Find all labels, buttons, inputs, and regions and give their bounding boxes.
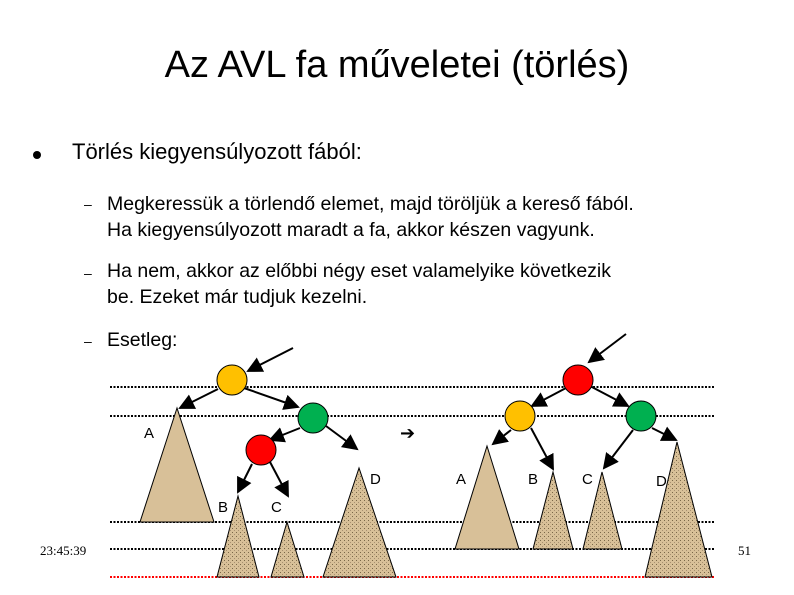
- dash-marker: –: [84, 265, 92, 281]
- subtree-label-a: A: [456, 471, 467, 488]
- page-number: 51: [738, 543, 751, 558]
- tree-edge: [532, 388, 566, 406]
- tree-edge: [590, 386, 628, 406]
- subtree-b-triangle: [533, 472, 573, 549]
- node-red: [246, 435, 276, 465]
- subtree-label-d: D: [370, 471, 381, 488]
- level-guide-lines: [110, 387, 715, 549]
- subtree-label-c: C: [271, 499, 282, 516]
- slide-title: Az AVL fa műveletei (törlés): [164, 44, 630, 86]
- node-yellow: [217, 365, 247, 395]
- subtree-label-a: A: [144, 425, 155, 442]
- bullet-main: Törlés kiegyensúlyozott fából:: [72, 139, 362, 164]
- incoming-pointer: [248, 348, 293, 371]
- tree-edge: [493, 430, 511, 444]
- node-green: [298, 403, 328, 433]
- dash-marker: –: [84, 196, 92, 212]
- subtree-label-b: B: [218, 499, 229, 516]
- subtree-d-triangle: [323, 468, 396, 577]
- tree-edge: [270, 462, 288, 496]
- tree-edge: [238, 464, 252, 492]
- footer-time: 23:45:39: [40, 543, 87, 558]
- node-green: [626, 401, 656, 431]
- incoming-pointer: [589, 334, 626, 362]
- transform-arrow-icon: ➔: [400, 423, 416, 444]
- tree-edge: [604, 430, 633, 468]
- sub-bullet-1-line1: Megkeressük a törlendő elemet, majd töröljük a kereső fából.: [107, 193, 634, 215]
- tree-edge: [270, 428, 300, 440]
- dash-marker: –: [84, 333, 92, 349]
- sub-bullet-2-line2: be. Ezeket már tudjuk kezelni.: [107, 286, 368, 308]
- tree-edge: [652, 428, 676, 440]
- tree-edge: [326, 426, 357, 449]
- node-yellow: [505, 401, 535, 431]
- subtree-a-triangle: [455, 446, 519, 549]
- subtree-label-c: C: [582, 471, 593, 488]
- node-red: [563, 365, 593, 395]
- subtree-label-d: D: [656, 473, 667, 490]
- tree-edge: [244, 388, 298, 407]
- subtree-d-triangle: [645, 442, 712, 577]
- tree-edge: [531, 428, 553, 469]
- subtree-label-b: B: [528, 471, 539, 488]
- sub-bullet-2-line1: Ha nem, akkor az előbbi négy eset valamelyike következik: [107, 260, 611, 282]
- sub-bullet-1-line2: Ha kiegyensúlyozott maradt a fa, akkor készen vagyunk.: [107, 219, 595, 241]
- tree-edge: [180, 389, 218, 408]
- sub-bullet-3-line1: Esetleg:: [107, 329, 178, 351]
